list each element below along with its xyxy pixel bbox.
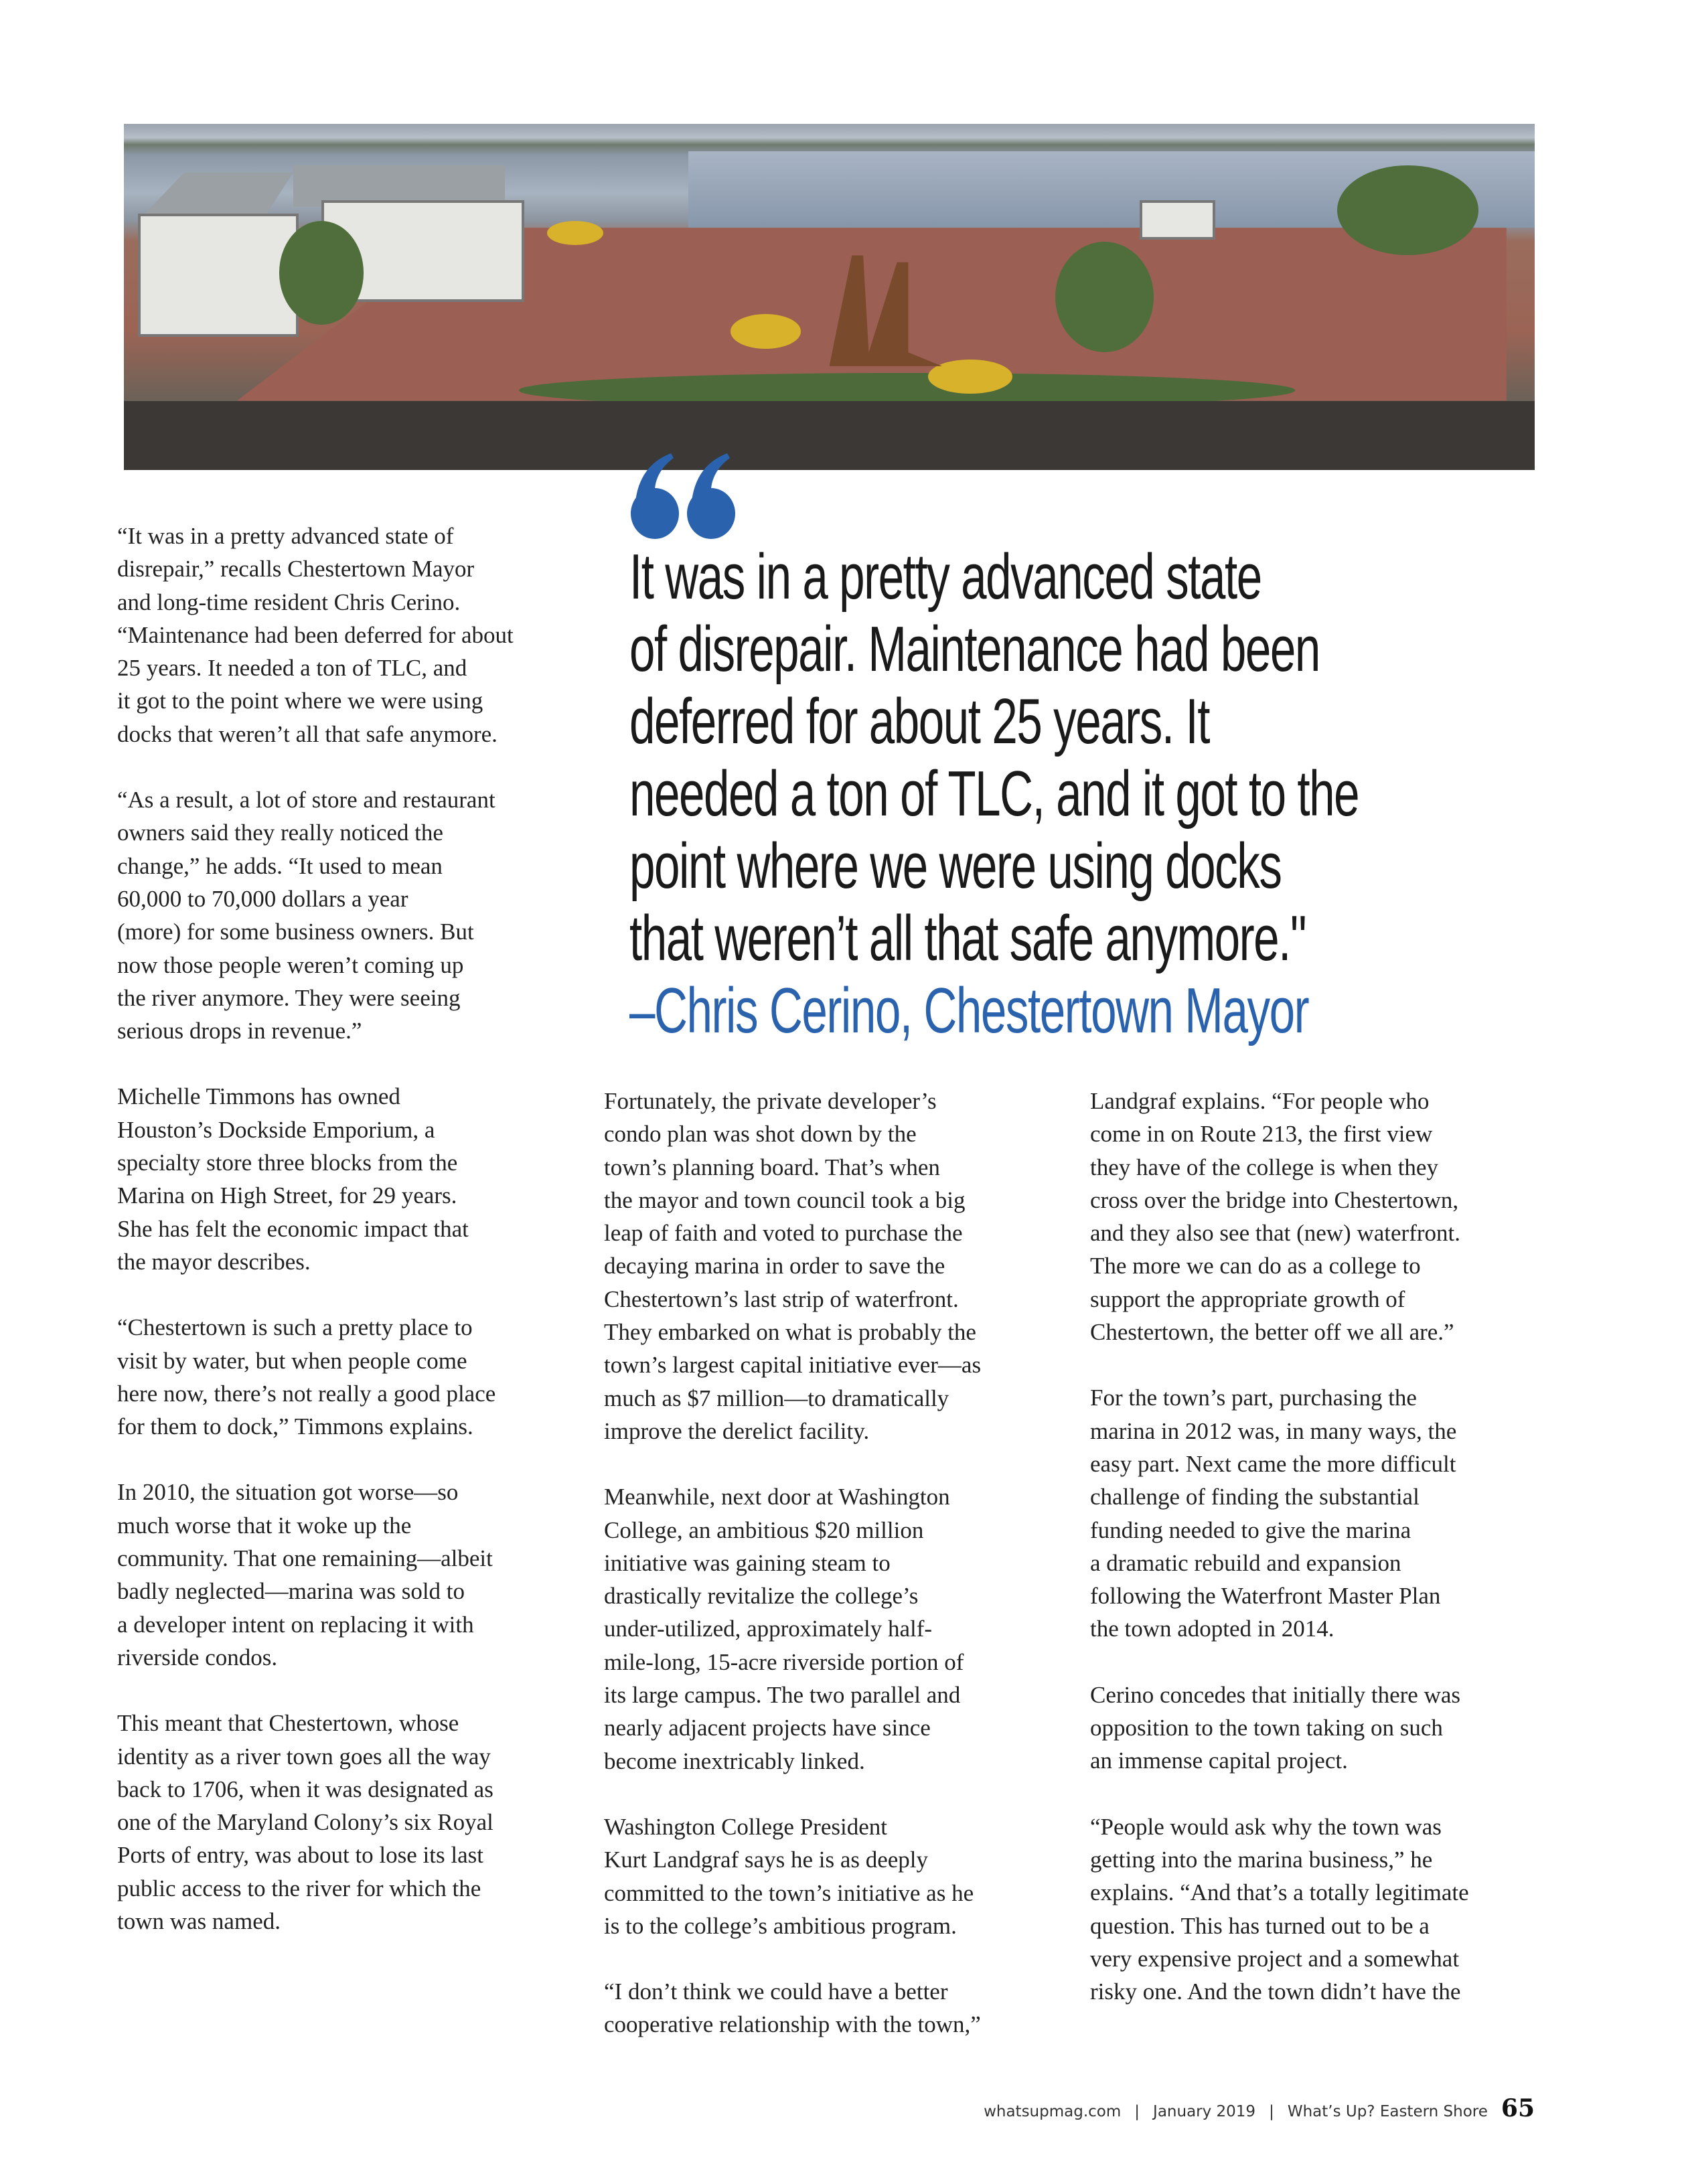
shrub bbox=[547, 221, 603, 245]
tree bbox=[1337, 165, 1478, 255]
paragraph: This meant that Chestertown, whose identity as a river town goes all the way back to 1706, when it was designated as one of the Maryland Colony’s six Royal Ports of entry, was about to lose its last public access to the river for which the town was named. bbox=[117, 1710, 493, 1934]
footer-site-link[interactable]: whatsupmag.com bbox=[984, 2103, 1122, 2120]
road bbox=[124, 401, 1535, 470]
marina-rendering-photo bbox=[124, 124, 1535, 470]
paragraph: “It was in a pretty advanced state of disrepair,” recalls Chestertown Mayor and long-time resident Chris Cerino. “Maintenance had been deferred for about 25 years. It needed a ton of TLC, and it got to the point where we were using docks that weren’t all that safe anymore. bbox=[117, 523, 514, 747]
paragraph: “I don’t think we could have a better cooperative relationship with the town,” bbox=[604, 1978, 981, 2038]
paragraph: Cerino concedes that initially there was opposition to the town taking on such an immense capital project. bbox=[1090, 1681, 1461, 1774]
paragraph: In 2010, the situation got worse—so much worse that it woke up the community. That one remaining—albeit badly neglected—marina was sold to a developer intent on replacing it with riverside condos. bbox=[117, 1479, 493, 1670]
tree bbox=[1055, 242, 1154, 352]
shrub bbox=[928, 360, 1012, 394]
paragraph: “Chestertown is such a pretty place to visit by water, but when people come here now, there’s not really a good place for them to dock,” Timmons explains. bbox=[117, 1314, 496, 1440]
footer-publication: What’s Up? Eastern Shore bbox=[1287, 2103, 1488, 2120]
pull-quote-text: It was in a pretty advanced state of disrepair. Maintenance had been deferred for about 25 years. It needed a ton of TLC, and it got to the point where we were using docks that weren’t all that safe anymore." bbox=[629, 541, 1359, 974]
page-number: 65 bbox=[1501, 2094, 1535, 2122]
tree bbox=[279, 221, 364, 325]
building bbox=[138, 214, 299, 337]
paragraph: “People would ask why the town was getting into the marina business,” he explains. “And that’s a totally legitimate question. This has turned out to be a very expensive project and a somewhat risky one. And the town didn’t have the bbox=[1090, 1813, 1469, 2005]
shrub bbox=[731, 314, 801, 349]
middle-column bbox=[604, 1085, 1083, 2074]
paragraph: Fortunately, the private developer’s condo plan was shot down by the town’s planning board. That’s when the mayor and town council took a big leap of faith and voted to purchase the decaying marina in order to save the Chestertown’s last strip of waterfront. They embarked on what is probably the town’s largest capital initiative ever—as much as $7 million—to dramatically improve the derelict facility. bbox=[604, 1088, 982, 1444]
paragraph: For the town’s part, purchasing the marina in 2012 was, in many ways, the easy part. Next came the more difficult challenge of finding the substantial funding needed to give the marina a dramatic rebuild and expansion following the Waterfront Master Plan the town adopted in 2014. bbox=[1090, 1385, 1457, 1642]
quote-mark-icon bbox=[629, 450, 740, 540]
left-column bbox=[117, 520, 596, 1970]
pavilion bbox=[1140, 200, 1215, 240]
footer-separator: | bbox=[1134, 2103, 1140, 2120]
paragraph: Meanwhile, next door at Washington College, an ambitious $20 million initiative was gaining steam to drastically revitalize the college’s under-utilized, approximately half- mile-long, 15-acre riverside portion of its large campus. The two parallel and nearly adjacent projects have since become inextricably linked. bbox=[604, 1484, 964, 1774]
footer-date: January 2019 bbox=[1153, 2103, 1256, 2120]
footer-separator: | bbox=[1269, 2103, 1274, 2120]
paragraph: Landgraf explains. “For people who come in on Route 213, the first view they have of the college is when they cross over the bridge into Chestertown, and they also see that (new) waterfront. The more we can do as a college to support the appropriate growth of Chestertown, the better off we all are.” bbox=[1090, 1088, 1460, 1346]
paragraph: Washington College President Kurt Landgraf says he is as deeply committed to the town’s initiative as he is to the college’s ambitious program. bbox=[604, 1813, 974, 1939]
right-column bbox=[1090, 1085, 1599, 2041]
paragraph: Michelle Timmons has owned Houston’s Dockside Emporium, a specialty store three blocks from the Marina on High Street, for 29 years. She has felt the economic impact that the mayor describes. bbox=[117, 1083, 469, 1275]
page-footer bbox=[984, 2094, 1535, 2122]
pull-quote-attribution: –Chris Cerino, Chestertown Mayor bbox=[629, 975, 1309, 1046]
paragraph: “As a result, a lot of store and restaurant owners said they really noticed the change,” he adds. “It used to mean 60,000 to 70,000 dollars a year (more) for some business owners. But now those people weren’t coming up the river anymore. They were seeing serious drops in revenue.” bbox=[117, 787, 495, 1044]
pull-quote bbox=[629, 541, 1359, 1047]
